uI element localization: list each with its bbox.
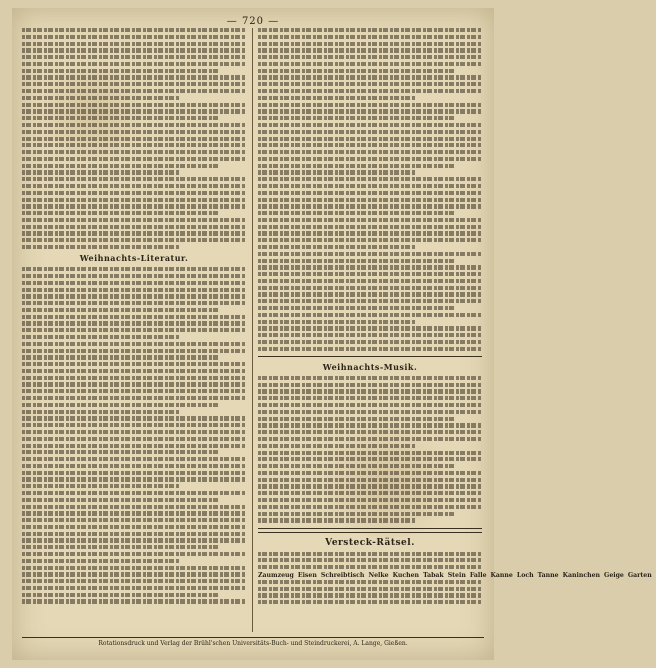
illegible-text-line (258, 403, 482, 407)
illegible-text-line (258, 130, 482, 134)
illegible-text-line (22, 211, 219, 215)
illegible-text-line (258, 580, 482, 584)
illegible-text-line (22, 116, 219, 120)
illegible-text-line (22, 505, 246, 509)
illegible-text-line (258, 518, 415, 522)
illegible-text-line (258, 484, 482, 488)
newspaper-page (12, 8, 652, 660)
illegible-text-line (258, 42, 482, 46)
left-column (22, 28, 246, 632)
illegible-text-line (258, 116, 455, 120)
illegible-text-line (22, 281, 246, 285)
illegible-text-line (22, 538, 246, 542)
puzzle-word: Schreibtisch (320, 571, 365, 579)
illegible-text-line (22, 321, 246, 325)
illegible-text-line (258, 313, 482, 317)
illegible-text-line (258, 103, 482, 107)
illegible-text-line (258, 143, 482, 147)
illegible-text-line (22, 518, 246, 522)
illegible-text-line (22, 566, 246, 570)
illegible-text-line (258, 437, 482, 441)
body-text-block (22, 267, 246, 603)
illegible-text-line (258, 28, 482, 32)
body-text-block (258, 552, 482, 570)
illegible-text-line (22, 198, 246, 202)
illegible-text-line (22, 416, 246, 420)
illegible-text-line (22, 143, 246, 147)
illegible-text-line (258, 75, 482, 79)
puzzle-word: Eisen (297, 571, 317, 579)
right-column (258, 28, 652, 632)
illegible-text-line (22, 457, 246, 461)
illegible-text-line (258, 565, 482, 569)
illegible-text-line (22, 69, 219, 73)
illegible-text-line (22, 511, 246, 515)
illegible-text-line (22, 471, 246, 475)
puzzle-word: Kuchen (392, 571, 420, 579)
puzzle-word: Stein (447, 571, 466, 579)
illegible-text-line (22, 218, 246, 222)
puzzle-word: Garten (627, 571, 652, 579)
illegible-text-line (22, 191, 246, 195)
puzzle-word: Tabak (423, 571, 444, 579)
illegible-text-line (258, 238, 482, 242)
puzzle-word-list (258, 571, 652, 580)
body-text-block (258, 580, 482, 605)
illegible-text-line (22, 410, 179, 414)
illegible-text-line (22, 396, 246, 400)
page-number: — 720 — (226, 16, 280, 27)
illegible-text-line (22, 238, 246, 242)
illegible-text-line (258, 177, 482, 181)
illegible-text-line (258, 396, 482, 400)
illegible-text-line (22, 177, 246, 181)
imprint-footer: Rotationsdruck und Verlag der Brühl'schen Universitäts-Buch- und Steindruckerei, A. Lange, Gießen. (22, 637, 484, 652)
illegible-text-line (22, 477, 246, 481)
section-heading-music: Weihnachts-Musik. (322, 361, 418, 372)
illegible-text-line (22, 599, 246, 603)
illegible-text-line (258, 430, 482, 434)
illegible-text-line (22, 103, 246, 107)
illegible-text-line (258, 89, 482, 93)
illegible-text-line (258, 552, 482, 556)
illegible-text-line (22, 586, 246, 590)
illegible-text-line (258, 464, 455, 468)
illegible-text-line (22, 170, 179, 174)
illegible-text-line (258, 320, 415, 324)
illegible-text-line (258, 69, 455, 73)
illegible-text-line (22, 532, 246, 536)
illegible-text-line (258, 389, 482, 393)
illegible-text-line (22, 157, 246, 161)
illegible-text-line (22, 55, 246, 59)
illegible-text-line (22, 376, 246, 380)
puzzle-word: Loch (516, 571, 534, 579)
illegible-text-line (22, 491, 246, 495)
illegible-text-line (258, 164, 455, 168)
illegible-text-line (22, 28, 246, 32)
illegible-text-line (22, 150, 246, 154)
illegible-text-line (258, 137, 482, 141)
illegible-text-line (22, 288, 246, 292)
illegible-text-line (22, 62, 246, 66)
illegible-text-line (258, 286, 482, 290)
illegible-text-line (258, 410, 482, 414)
illegible-text-line (22, 328, 246, 332)
illegible-text-line (258, 170, 415, 174)
illegible-text-line (22, 423, 246, 427)
illegible-text-line (22, 498, 219, 502)
illegible-text-line (22, 75, 246, 79)
column-divider (252, 28, 253, 632)
illegible-text-line (258, 587, 482, 591)
illegible-text-line (22, 444, 246, 448)
illegible-text-line (258, 457, 482, 461)
puzzle-word: Falle (469, 571, 487, 579)
puzzle-heading: Versteck-Rätsel. (325, 537, 415, 548)
illegible-text-line (258, 600, 482, 604)
illegible-text-line (258, 123, 482, 127)
illegible-text-line (22, 245, 179, 249)
illegible-text-line (22, 164, 219, 168)
puzzle-word: Zaumzeug (258, 571, 294, 579)
illegible-text-line (258, 306, 455, 310)
illegible-text-line (22, 123, 246, 127)
body-text-block (258, 376, 482, 523)
illegible-text-line (22, 82, 246, 86)
illegible-text-line (22, 301, 246, 305)
illegible-text-line (22, 362, 246, 366)
illegible-text-line (22, 437, 246, 441)
illegible-text-line (22, 369, 246, 373)
illegible-text-line (258, 444, 415, 448)
illegible-text-line (22, 48, 246, 52)
illegible-text-line (258, 218, 482, 222)
illegible-text-line (22, 450, 219, 454)
illegible-text-line (22, 35, 246, 39)
puzzle-word: Tanne (537, 571, 559, 579)
illegible-text-line (22, 225, 246, 229)
puzzle-word: Kaninchen (562, 571, 601, 579)
illegible-text-line (22, 308, 219, 312)
illegible-text-line (22, 184, 246, 188)
illegible-text-line (22, 109, 246, 113)
illegible-text-line (22, 559, 179, 563)
body-text-block (22, 28, 246, 249)
illegible-text-line (258, 191, 482, 195)
puzzle-word: Nelke (368, 571, 389, 579)
illegible-text-line (22, 274, 246, 278)
illegible-text-line (258, 48, 482, 52)
illegible-text-line (258, 272, 482, 276)
illegible-text-line (22, 89, 246, 93)
section-heading-literature: Weihnachts-Literatur. (79, 253, 189, 264)
illegible-text-line (22, 430, 246, 434)
illegible-text-line (258, 383, 482, 387)
illegible-text-line (22, 96, 179, 100)
illegible-text-line (22, 484, 179, 488)
illegible-text-line (258, 498, 482, 502)
illegible-text-line (22, 552, 246, 556)
illegible-text-line (258, 157, 482, 161)
illegible-text-line (22, 42, 246, 46)
body-text-block (258, 28, 482, 351)
illegible-text-line (258, 204, 482, 208)
illegible-text-line (258, 333, 482, 337)
illegible-text-line (22, 267, 246, 271)
illegible-text-line (258, 512, 455, 516)
illegible-text-line (22, 204, 246, 208)
illegible-text-line (258, 299, 482, 303)
illegible-text-line (258, 62, 482, 66)
illegible-text-line (258, 558, 482, 562)
illegible-text-line (258, 593, 482, 597)
illegible-text-line (258, 225, 482, 229)
illegible-text-line (22, 355, 219, 359)
illegible-text-line (258, 150, 482, 154)
illegible-text-line (22, 464, 246, 468)
illegible-text-line (258, 198, 482, 202)
illegible-text-line (22, 137, 246, 141)
illegible-text-line (22, 315, 246, 319)
illegible-text-line (258, 82, 482, 86)
illegible-text-line (258, 245, 415, 249)
illegible-text-line (258, 451, 482, 455)
illegible-text-line (22, 231, 246, 235)
illegible-text-line (22, 130, 246, 134)
illegible-text-line (258, 347, 482, 351)
illegible-text-line (258, 96, 415, 100)
illegible-text-line (22, 349, 246, 353)
illegible-text-line (22, 545, 219, 549)
illegible-text-line (258, 491, 482, 495)
puzzle-word: Kanne (490, 571, 513, 579)
illegible-text-line (22, 403, 219, 407)
section-rule (258, 528, 482, 533)
illegible-text-line (22, 342, 246, 346)
illegible-text-line (22, 525, 246, 529)
illegible-text-line (258, 265, 482, 269)
illegible-text-line (258, 471, 482, 475)
illegible-text-line (258, 252, 482, 256)
illegible-text-line (258, 279, 482, 283)
illegible-text-line (22, 382, 246, 386)
illegible-text-line (22, 389, 246, 393)
illegible-text-line (22, 335, 179, 339)
illegible-text-line (258, 423, 482, 427)
illegible-text-line (22, 579, 246, 583)
illegible-text-line (258, 211, 455, 215)
illegible-text-line (22, 294, 246, 298)
illegible-text-line (258, 326, 482, 330)
illegible-text-line (22, 593, 219, 597)
illegible-text-line (258, 292, 482, 296)
illegible-text-line (258, 376, 482, 380)
illegible-text-line (258, 184, 482, 188)
illegible-text-line (258, 55, 482, 59)
section-rule (258, 356, 482, 357)
illegible-text-line (258, 259, 455, 263)
illegible-text-line (258, 340, 482, 344)
illegible-text-line (258, 231, 482, 235)
illegible-text-line (258, 505, 482, 509)
illegible-text-line (258, 417, 455, 421)
puzzle-word: Geige (604, 571, 624, 579)
illegible-text-line (258, 478, 482, 482)
illegible-text-line (258, 35, 482, 39)
illegible-text-line (22, 572, 246, 576)
illegible-text-line (258, 109, 482, 113)
